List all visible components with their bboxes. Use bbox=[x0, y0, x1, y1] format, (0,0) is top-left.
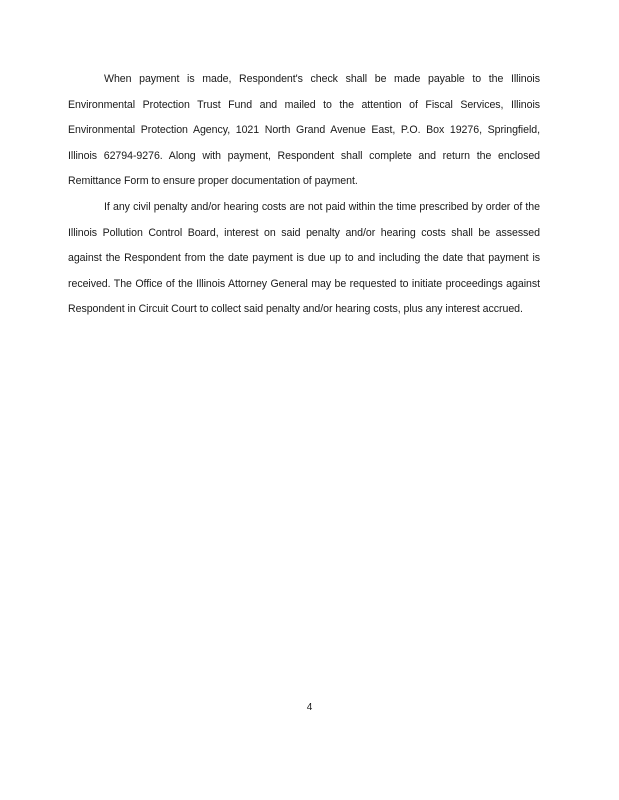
late-payment-paragraph: If any civil penalty and/or hearing costs are not paid within the time prescribed by order of the Illinois Pollution Control Board, interest on said penalty and/or hearing costs shall be assessed against the Respondent from the date payment is due up to and including the date that payment is received. The Office of the Illinois Attorney General may be requested to initiate proceedings against Respondent in Circuit Court to collect said penalty and/or hearing costs, plus any interest accrued. bbox=[68, 201, 540, 316]
page-number: 4 bbox=[306, 702, 313, 713]
payment-instructions-paragraph: When payment is made, Respondent's check shall be made payable to the Illinois Environmental Protection Trust Fund and mailed to the attention of Fiscal Services, Illinois Environmental Protection Agency, 1021 North Grand Avenue East, P.O. Box 19276, Springfield, Illinois 62794-9276. Along with payment, Respondent shall complete and return the enclosed Remittance Form to ensure proper documentation of payment. bbox=[68, 73, 540, 188]
